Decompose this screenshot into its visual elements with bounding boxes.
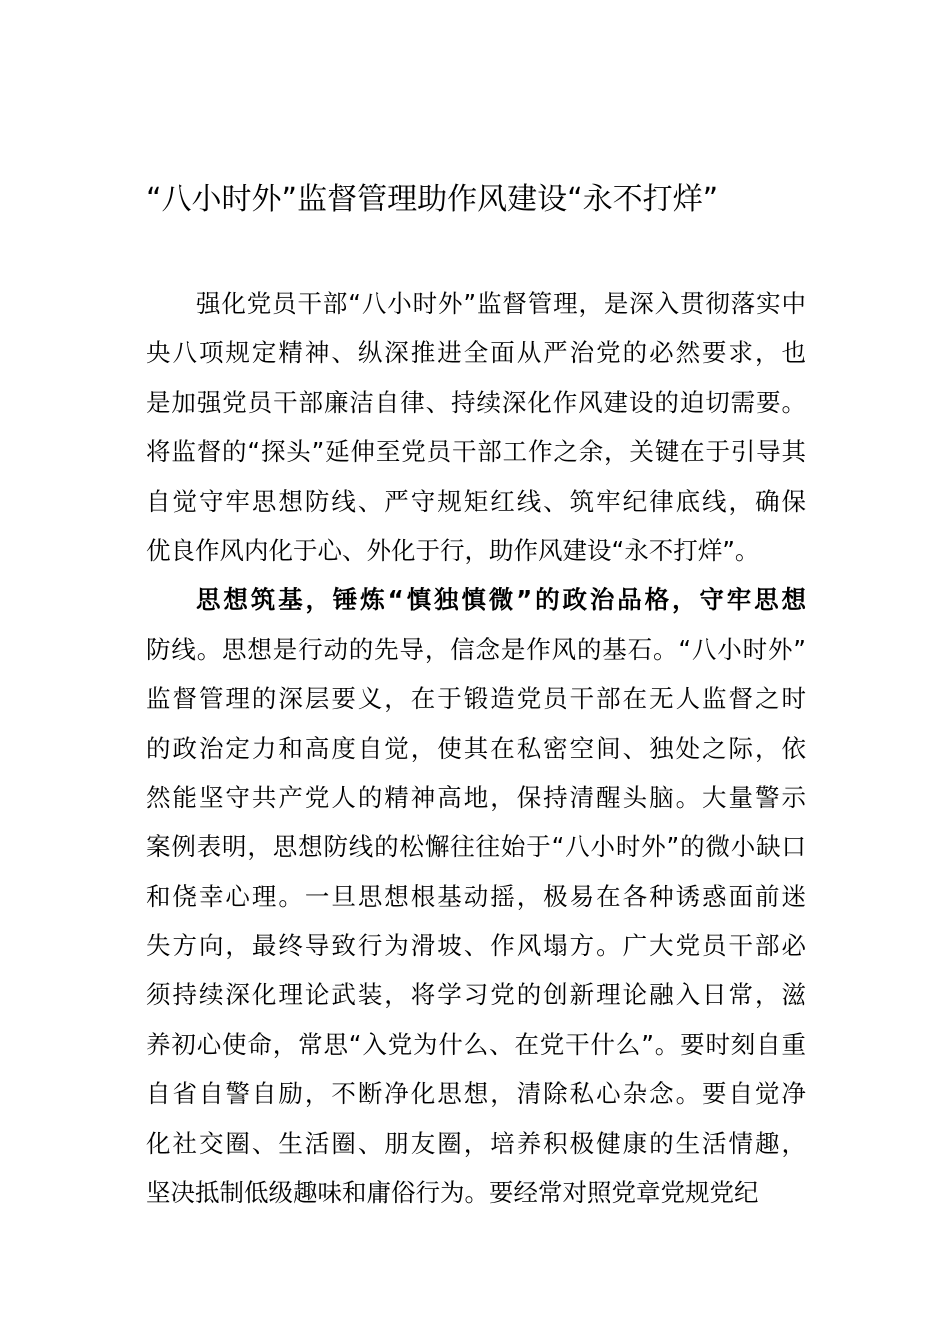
paragraph-2-line-10: 自省自警自励，不断净化思想，清除私心杂念。要自觉净 (146, 1079, 806, 1109)
paragraph-2-line-6: 和侥幸心理。一旦思想根基动摇，极易在各种诱惑面前迷 (146, 881, 806, 911)
paragraph-2-line-3: 的政治定力和高度自觉，使其在私密空间、独处之际，依 (146, 733, 806, 763)
document-title: “八小时外”监督管理助作风建设“永不打烊” (146, 182, 719, 217)
paragraph-1-line-5: 自觉守牢思想防线、严守规矩红线、筑牢纪律底线，确保 (146, 486, 806, 516)
paragraph-2-line-4: 然能坚守共产党人的精神高地，保持清醒头脑。大量警示 (146, 782, 806, 812)
paragraph-2-heading: 思想筑基，锤炼“慎独慎微”的政治品格，守牢思想 (196, 585, 806, 615)
paragraph-2-line-1: 防线。思想是行动的先导，信念是作风的基石。“八小时外” (146, 634, 806, 664)
paragraph-2-line-12: 坚决抵制低级趣味和庸俗行为。要经常对照党章党规党纪 (146, 1178, 759, 1208)
paragraph-1-line-6: 优良作风内化于心、外化于行，助作风建设“永不打烊”。 (146, 535, 760, 565)
paragraph-2-line-5: 案例表明，思想防线的松懈往往始于“八小时外”的微小缺口 (146, 832, 806, 862)
paragraph-1-line-2: 央八项规定精神、纵深推进全面从严治党的必然要求，也 (146, 338, 806, 368)
paragraph-2-line-2: 监督管理的深层要义，在于锻造党员干部在无人监督之时 (146, 684, 806, 714)
paragraph-1-line-1: 强化党员干部“八小时外”监督管理，是深入贯彻落实中 (196, 289, 806, 318)
paragraph-2-line-8: 须持续深化理论武装，将学习党的创新理论融入日常，滋 (146, 980, 806, 1010)
paragraph-2-line-9: 养初心使命，常思“入党为什么、在党干什么”。要时刻自重 (146, 1029, 806, 1059)
paragraph-1-line-4: 将监督的“探头”延伸至党员干部工作之余，关键在于引导其 (146, 437, 806, 467)
paragraph-2-line-11: 化社交圈、生活圈、朋友圈，培养积极健康的生活情趣， (146, 1128, 806, 1158)
paragraph-1-line-3: 是加强党员干部廉洁自律、持续深化作风建设的迫切需要。 (146, 387, 806, 417)
paragraph-2-line-7: 失方向，最终导致行为滑坡、作风塌方。广大党员干部必 (146, 931, 806, 961)
document-body (146, 279, 806, 1217)
